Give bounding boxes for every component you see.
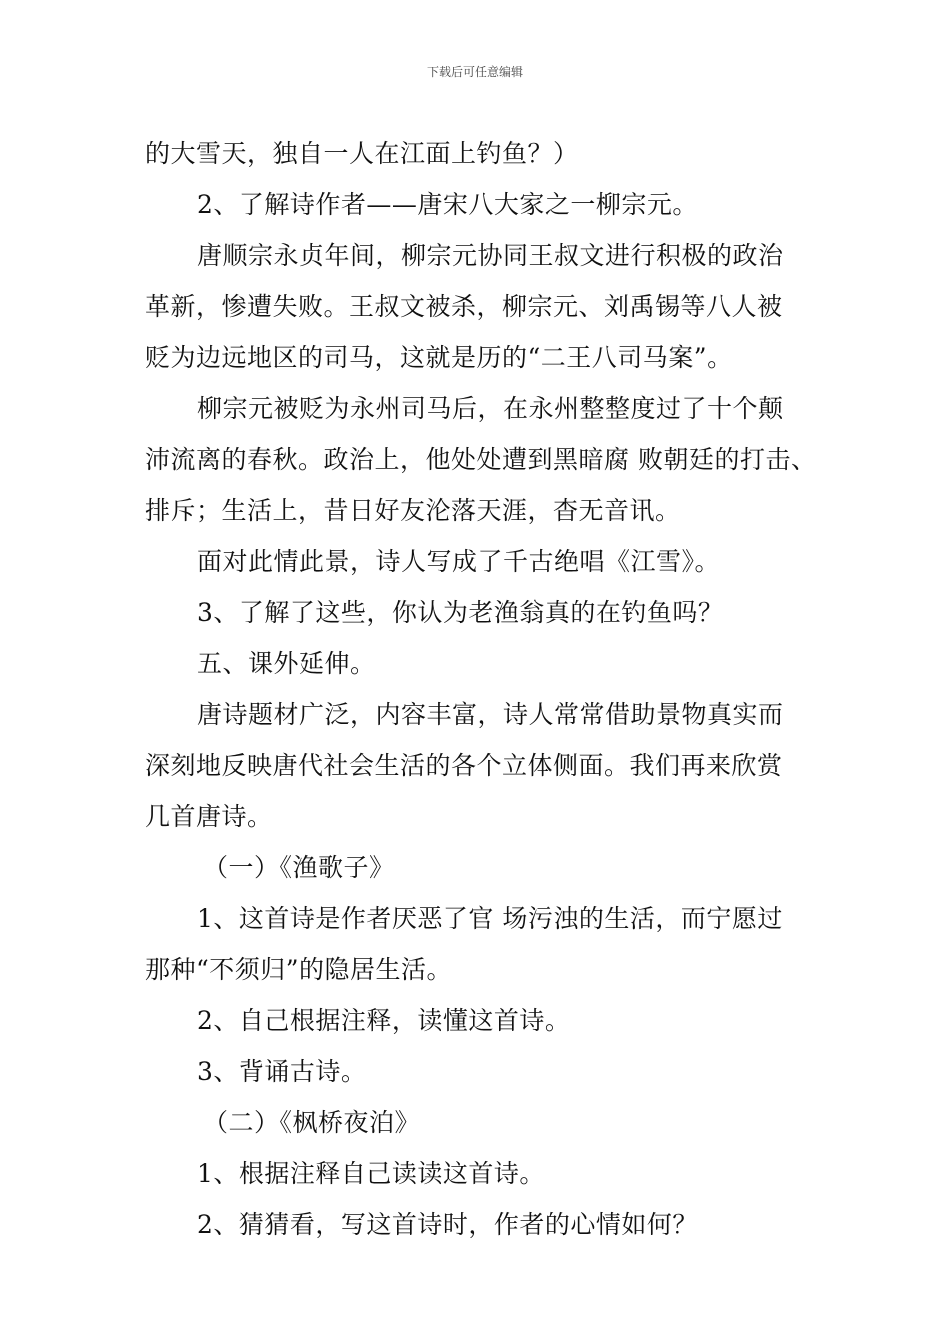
text-line: 唐诗题材广泛，内容丰富，诗人常常借助景物真实而 [197,700,784,729]
page-header: 下载后可任意编辑 [426,65,523,79]
text-line: 3、背诵古诗。 [197,1057,367,1086]
text-line: 沛流离的春秋。政治上，他处处遭到黑暗腐 败朝廷的打击、 [145,445,817,474]
text-line: 3、了解了这些，你认为老渔翁真的在钓鱼吗？ [197,598,724,627]
section-heading: 五、课外延伸。 [197,649,376,678]
text-line: 贬为边远地区的司马，这就是历的“二王八司马案”。 [145,343,733,372]
text-line: 排斥；生活上，昔日好友沦落天涯，杳无音讯。 [145,496,681,525]
text-line: 2、了解诗作者——唐宋八大家之一柳宗元。 [197,190,698,219]
text-line: 的大雪天，独自一人在江面上钓鱼？） [145,139,579,168]
text-line: 几首唐诗。 [145,802,273,831]
text-line: 1、根据注释自己读读这首诗。 [197,1159,545,1188]
document-body [145,128,825,1250]
text-line: 1、这首诗是作者厌恶了官 场污浊的生活，而宁愿过 [197,904,783,933]
text-line: 柳宗元被贬为永州司马后，在永州整整度过了十个颠 [197,394,784,423]
text-line: 2、自己根据注释，读懂这首诗。 [197,1006,571,1035]
poem-heading: （一）《渔歌子》 [203,853,395,882]
text-line: 革新，惨遭失败。王叔文被杀，柳宗元、刘禹锡等八人被 [145,292,783,321]
text-line: 唐顺宗永贞年间，柳宗元协同王叔文进行积极的政治 [197,241,784,270]
text-line: 面对此情此景，诗人写成了千古绝唱《江雪》。 [197,547,721,576]
text-line: 2、猜猜看，写这首诗时，作者的心情如何？ [197,1210,698,1239]
poem-heading: （二）《枫桥夜泊》 [203,1108,421,1137]
text-line: 深刻地反映唐代社会生活的各个立体侧面。我们再来欣赏 [145,751,783,780]
text-line: 那种“不须归”的隐居生活。 [145,955,453,984]
